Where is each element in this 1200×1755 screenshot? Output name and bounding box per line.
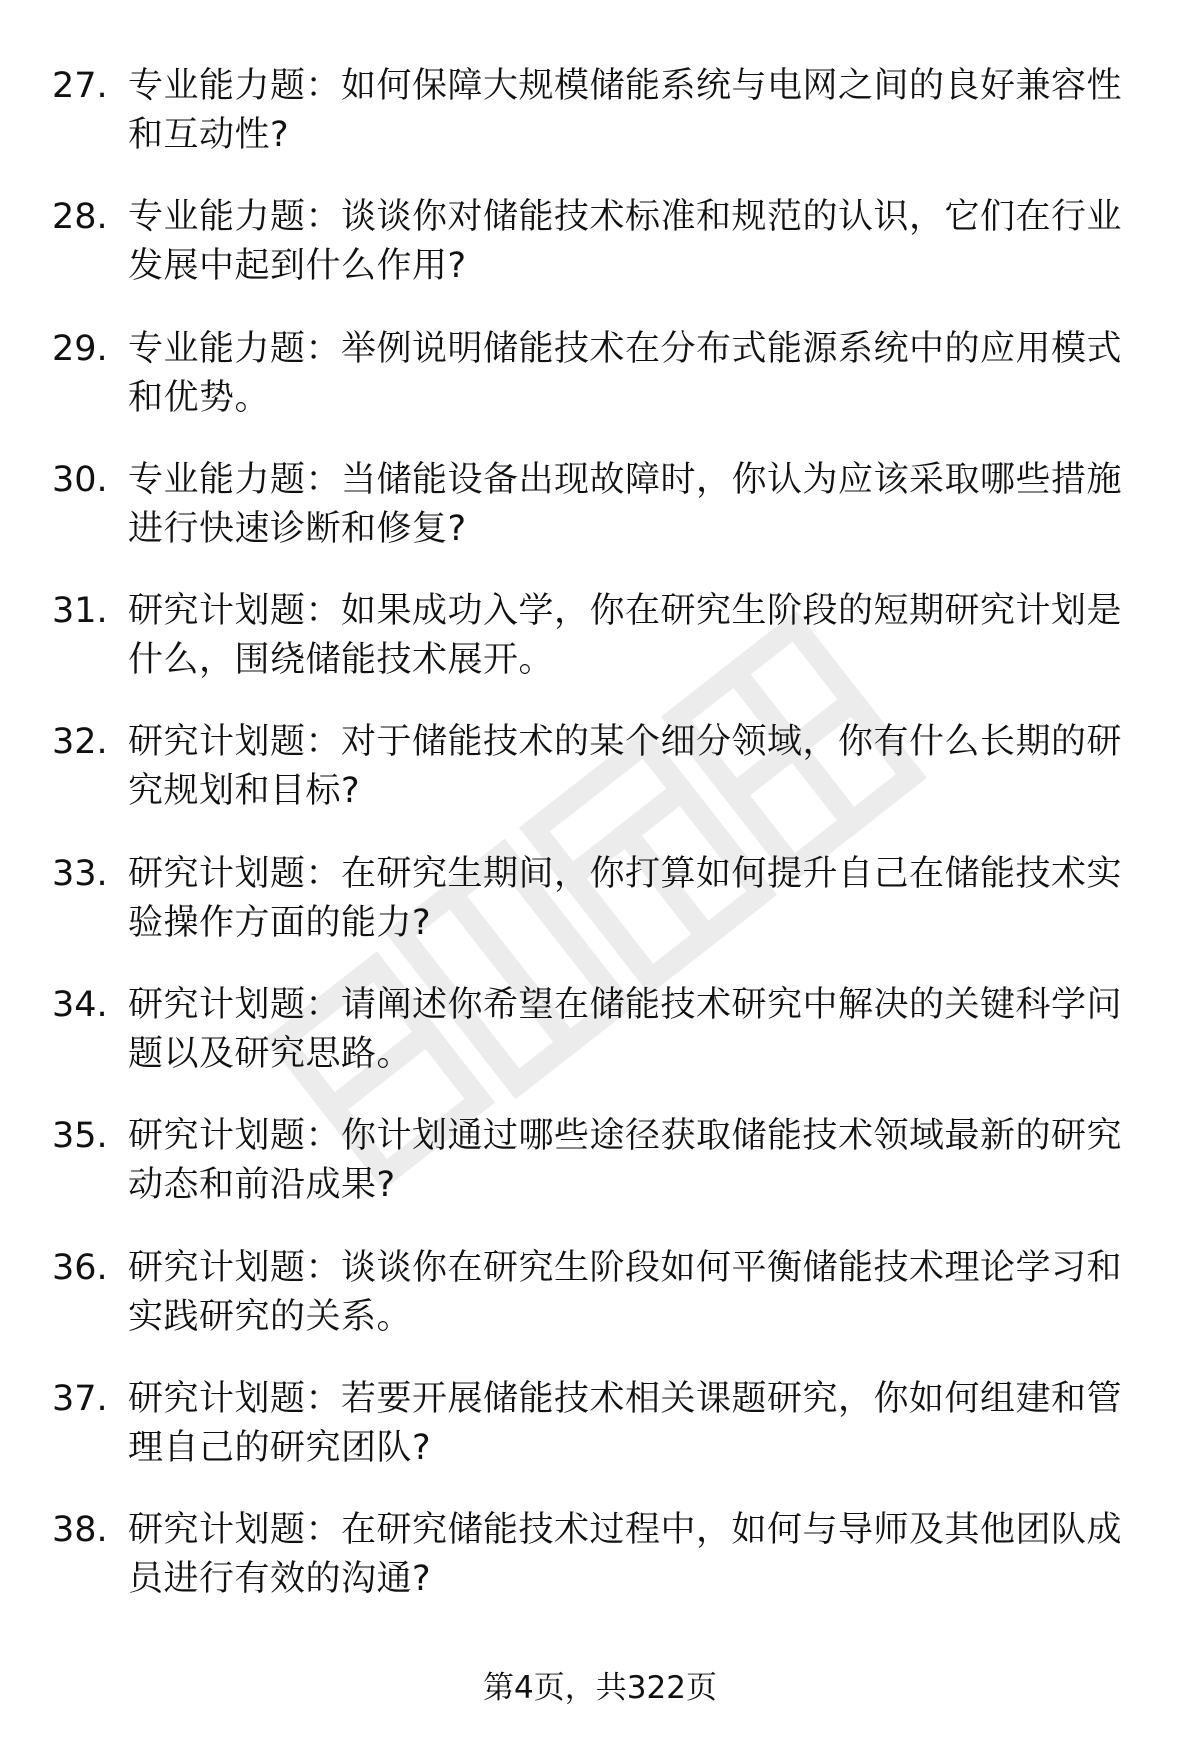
question-number: 36. — [52, 1247, 108, 1288]
question-number: 31. — [52, 591, 108, 632]
question-number: 35. — [52, 1116, 108, 1157]
question-text: 研究计划题：若要开展储能技术相关课题研究，你如何组建和管理自己的研究团队? — [128, 1378, 1123, 1468]
question-number: 32. — [52, 722, 108, 763]
question-text: 研究计划题：对于储能技术的某个细分领域，你有什么长期的研究规划和目标? — [128, 722, 1123, 812]
question-number: 37. — [52, 1378, 108, 1419]
question-number: 30. — [52, 459, 108, 500]
question-list — [0, 62, 1200, 1638]
question-text: 研究计划题：你计划通过哪些途径获取储能技术领域最新的研究动态和前沿成果? — [128, 1116, 1123, 1206]
list-item — [0, 1375, 1200, 1506]
list-item — [0, 193, 1200, 324]
question-number: 27. — [52, 66, 108, 106]
list-item — [0, 850, 1200, 981]
question-text: 研究计划题：谈谈你在研究生阶段如何平衡储能技术理论学习和实践研究的关系。 — [128, 1247, 1123, 1337]
question-text: 专业能力题：举例说明储能技术在分布式能源系统中的应用模式和优势。 — [128, 328, 1123, 418]
question-number: 34. — [52, 985, 108, 1026]
list-item — [0, 1244, 1200, 1375]
question-text: 研究计划题：在研究生期间，你打算如何提升自己在储能技术实验操作方面的能力? — [128, 853, 1123, 943]
question-text: 专业能力题：谈谈你对储能技术标准和规范的认识，它们在行业发展中起到什么作用? — [128, 197, 1123, 287]
question-number: 33. — [52, 853, 108, 894]
question-text: 专业能力题：当储能设备出现故障时，你认为应该采取哪些措施进行快速诊断和修复? — [128, 459, 1123, 549]
question-text: 专业能力题：如何保障大规模储能系统与电网之间的良好兼容性和互动性? — [128, 66, 1123, 155]
list-item — [0, 587, 1200, 718]
question-text: 研究计划题：如果成功入学，你在研究生阶段的短期研究计划是什么，围绕储能技术展开。 — [128, 591, 1123, 681]
list-item — [0, 718, 1200, 849]
list-item — [0, 981, 1200, 1112]
page-number: 第4页，共322页 — [483, 1670, 717, 1706]
list-item — [0, 456, 1200, 587]
list-item — [0, 62, 1200, 193]
question-text: 研究计划题：在研究储能技术过程中，如何与导师及其他团队成员进行有效的沟通? — [128, 1510, 1123, 1600]
list-item — [0, 1506, 1200, 1637]
question-number: 29. — [52, 328, 108, 369]
list-item — [0, 325, 1200, 456]
question-text: 研究计划题：请阐述你希望在储能技术研究中解决的关键科学问题以及研究思路。 — [128, 985, 1123, 1075]
list-item — [0, 1112, 1200, 1243]
question-number: 38. — [52, 1510, 108, 1551]
question-number: 28. — [52, 197, 108, 238]
